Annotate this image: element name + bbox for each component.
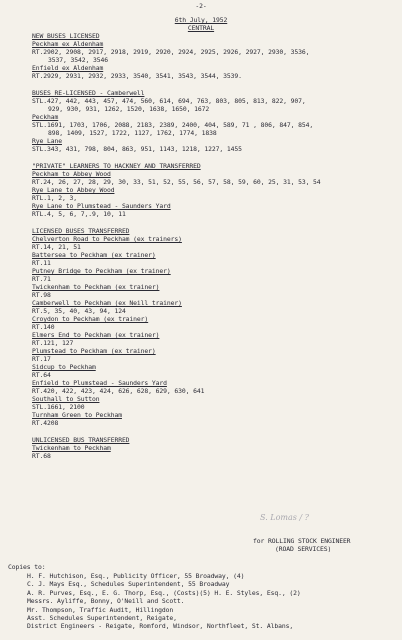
- fleet-number-line: STL.427, 442, 443, 457, 474, 560, 614, 694, 763, 803, 805, 813, 822, 907,: [32, 97, 306, 105]
- fleet-number-line: STL.343, 431, 798, 804, 863, 951, 1143, 1218, 1227, 1455: [32, 145, 242, 153]
- group-heading: Turnham Green to Peckham: [32, 411, 122, 419]
- handwritten-signature: S. Lomas / ?: [260, 513, 309, 522]
- fleet-number-line: RT.98: [32, 291, 51, 299]
- section-title: BUSES RE-LICENSED - Camberwell: [32, 89, 145, 97]
- fleet-number-line: RT.420, 422, 423, 424, 626, 628, 629, 630, 641: [32, 387, 205, 395]
- group-heading: Battersea to Peckham (ex trainer): [32, 251, 156, 259]
- copy-recipient: A. R. Purves, Esq., E. G. Thorp, Esq., (Costs)(5) H. E. Styles, Esq., (2): [27, 588, 301, 597]
- group-heading: Twickenham to Peckham: [32, 444, 111, 452]
- copy-recipient: District Engineers - Reigate, Romford, Windsor, Northfleet, St. Albans,: [27, 622, 294, 631]
- fleet-number-line: RT.17: [32, 355, 51, 363]
- copy-recipient: H. F. Hutchison, Esq., Publicity Officer, 55 Broadway, (4): [27, 572, 245, 580]
- group-heading: Camberwell to Peckham (ex Neill trainer): [32, 299, 182, 307]
- group-heading: Elmers End to Peckham (ex trainer): [32, 331, 160, 339]
- group-heading: Croydon to Peckham (ex trainer): [32, 315, 149, 323]
- signature-for-line: for ROLLING STOCK ENGINEER: [253, 537, 351, 545]
- fleet-number-line: RT.68: [32, 452, 51, 460]
- fleet-number-line: 929, 930, 931, 1262, 1520, 1638, 1650, 1672: [48, 105, 210, 113]
- fleet-number-line: RTL.1, 2, 3,: [32, 194, 77, 202]
- group-heading: Southall to Sutton: [32, 395, 100, 403]
- fleet-number-line: RT.121, 127: [32, 339, 74, 347]
- group-heading: Rye Lane: [32, 137, 62, 145]
- fleet-number-line: RT.11: [32, 259, 51, 267]
- group-heading: Sidcup to Peckham: [32, 363, 96, 371]
- fleet-number-line: RT.64: [32, 371, 51, 379]
- group-heading: Rye Lane to Plumstead - Saunders Yard: [32, 202, 171, 210]
- group-heading: Chelverton Road to Peckham (ex trainers): [32, 235, 182, 243]
- section-title: UNLICENSED BUS TRANSFERRED: [32, 436, 130, 444]
- fleet-number-line: RT.2902, 2908, 2917, 2918, 2919, 2920, 2924, 2925, 2926, 2927, 2930, 3536,: [32, 48, 310, 56]
- fleet-number-line: RT.4208: [32, 419, 59, 427]
- fleet-number-line: 3537, 3542, 3546: [48, 56, 108, 64]
- signature-dept-line: (ROAD SERVICES): [275, 545, 332, 553]
- section-title: LICENSED BUSES TRANSFERRED: [32, 227, 130, 235]
- fleet-number-line: RT.71: [32, 275, 51, 283]
- fleet-number-line: RT.14, 21, 51: [32, 243, 81, 251]
- section-title: "PRIVATE" LEARNERS TO HACKNEY AND TRANSFERRED: [32, 162, 201, 170]
- document-date: 6th July, 1952: [174, 16, 228, 24]
- copy-recipient: Messrs. Ayliffe, Bonny, O'Neill and Scott.: [27, 597, 185, 606]
- division-title: CENTRAL: [187, 24, 215, 32]
- fleet-number-line: RT.24, 26, 27, 28, 29, 30, 33, 51, 52, 55, 56, 57, 58, 59, 60, 25, 31, 53, 54: [32, 178, 321, 186]
- fleet-number-line: RT.140: [32, 323, 55, 331]
- group-heading: Enfield to Plumstead - Saunders Yard: [32, 379, 167, 387]
- fleet-number-line: RTL.4, 5, 6, 7,.9, 10, 11: [32, 210, 126, 218]
- group-heading: Rye Lane to Abbey Wood: [32, 186, 115, 194]
- fleet-number-line: RT.2929, 2931, 2932, 2933, 3540, 3541, 3543, 3544, 3539.: [32, 72, 242, 80]
- section-title: NEW BUSES LICENSED: [32, 32, 100, 40]
- copies-label: Copies to:: [8, 563, 46, 571]
- fleet-number-line: RT.5, 35, 40, 43, 94, 124: [32, 307, 126, 315]
- group-heading: Enfield ex Aldenham: [32, 64, 104, 72]
- copy-recipient: Mr. Thompson, Traffic Audit, Hillingdon: [27, 605, 174, 614]
- group-heading: Peckham to Abbey Wood: [32, 170, 111, 178]
- page-number: -2-: [195, 2, 207, 10]
- group-heading: Putney Bridge to Peckham (ex trainer): [32, 267, 171, 275]
- copy-recipient: C. J. Mays Esq., Schedules Superintendent, 55 Broadway: [27, 580, 230, 589]
- group-heading: Twickenham to Peckham (ex trainer): [32, 283, 160, 291]
- fleet-number-line: STL.1691, 1703, 1706, 2088, 2183, 2389, 2400, 404, 589, 71 , 806, 847, 854,: [32, 121, 314, 129]
- fleet-number-line: 898, 1409, 1527, 1722, 1127, 1762, 1774, 1838: [48, 129, 217, 137]
- copy-recipient: Asst. Schedules Superintendent, Reigate,: [27, 614, 177, 622]
- group-heading: Peckham ex Aldenham: [32, 40, 104, 48]
- group-heading: Plumstead to Peckham (ex trainer): [32, 347, 156, 355]
- fleet-number-line: STL.1661, 2100: [32, 403, 85, 411]
- group-heading: Peckham: [32, 113, 59, 121]
